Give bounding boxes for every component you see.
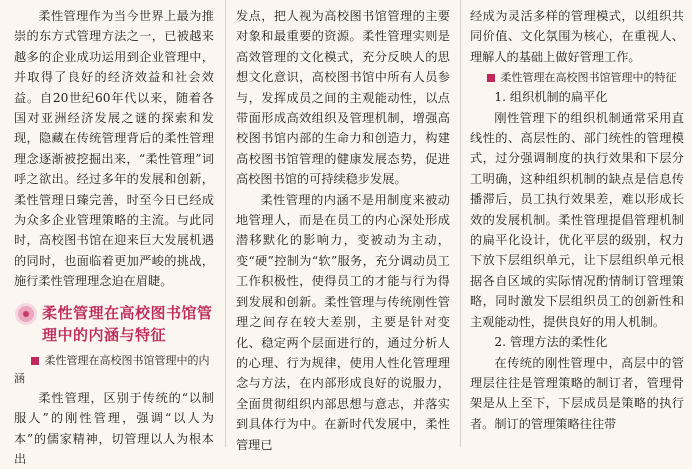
column-divider: [460, 0, 461, 447]
column-divider: [225, 0, 226, 447]
square-bullet-icon: [31, 357, 39, 365]
subsection-title: 2. 管理方法的柔性化: [494, 335, 608, 350]
body-paragraph: 在传统的刚性管理中，高层中的管理层往往是管理策略的制订者，管理骨架是从上至下，下层成员是策略的执行者。制订的管理策略往往带: [470, 355, 684, 431]
body-paragraph: 经成为灵活多样的管理模式，以组织共同价值、文化氛围为核心，在重视人、理解人的基础上做好管理工作。: [470, 9, 684, 64]
subsection-title: 1. 组织机制的扁平化: [494, 90, 608, 105]
square-bullet-icon: [487, 74, 495, 82]
column-3: [470, 6, 684, 434]
section-heading: [14, 302, 214, 346]
body-paragraph: 柔性管理的内涵不是用制度来被动地管理人，而是在员工的内心深处形成潜移默化的影响力，变被动为主动，变“硬”控制为“软”服务，充分调动员工工作积极性，使得员工的才能与行为得到发展和创新。柔性管理与传统刚性管理之间存在较大差别，主要是针对变化、稳定两个层面进行的，通过分析人的心理、行为规律，使用人性化管理理念与方法，在内部形成良好的说服力，全面贯彻组织内部思想与意志，并落实到具体行为中。在新时代发展中，柔性管理已: [236, 192, 450, 452]
section-bullet-icon: [18, 306, 34, 322]
column-1: [14, 6, 214, 469]
subheading-connotation: 柔性管理在高校图书馆管理中的内涵: [14, 353, 210, 385]
body-paragraph: 柔性管理，区别于传统的“以制服人”的刚性管理，强调“以人为本”的儒家精神，切管理以人为根本出: [14, 390, 214, 466]
section-title: 柔性管理在高校图书馆管理中的内涵与特征: [42, 303, 213, 344]
subheading-features: 柔性管理在高校图书馆管理中的特征: [470, 69, 684, 87]
body-paragraph: 刚性管理下的组织机制通常采用直线性的、高层性的、部门统性的管理模式，过分强调制度的执行效果和下层分工明确，这种组织机制的缺点是信息传播滞后，员工执行效果差，难以形成长效的发展机制。柔性管理提倡管理机制的扁平化设计，优化平层的级别，权力下放下层组织单元，让下层组织单元根据各自区域的实际情况酌情制订管理策略，同时激发下层组织员工的创新性和主观能动性，提供良好的用人机制。: [470, 110, 684, 329]
body-paragraph: 发点，把人视为高校图书馆管理的主要对象和最重要的资源。柔性管理实则是高效管理的文化模式，充分反映人的思想文化意识，高校图书馆中所有人员参与，发挥成员之间的主观能动性，以点带面形成高效组织及管理机制，增强高校图书馆内部的生命力和创造力，构建高校图书馆管理的健康发展态势，促进高校图书馆的可持续稳步发展。: [236, 9, 450, 187]
column-2: [236, 6, 450, 455]
intro-paragraph: 柔性管理作为当今世界上最为推崇的东方式管理方法之一，已被越来越多的企业成功运用到企业管理中，并取得了良好的经济效益和社会效益。自20世纪60年代以来，随着各国对亚洲经济发展之谜的探索和发现，隐藏在传统管理背后的柔性管理理念逐渐被挖掘出来，“柔性管理”词呼之欲出。经过多年的发展和创新，柔性管理日臻完善，时至今日已经成为众多企业管理策略的主流。与此同时，高校图书馆在迎来巨大发展机遇的同时，也面临着更加严峻的挑战，施行柔性管理理念迫在眉睫。: [14, 9, 214, 289]
